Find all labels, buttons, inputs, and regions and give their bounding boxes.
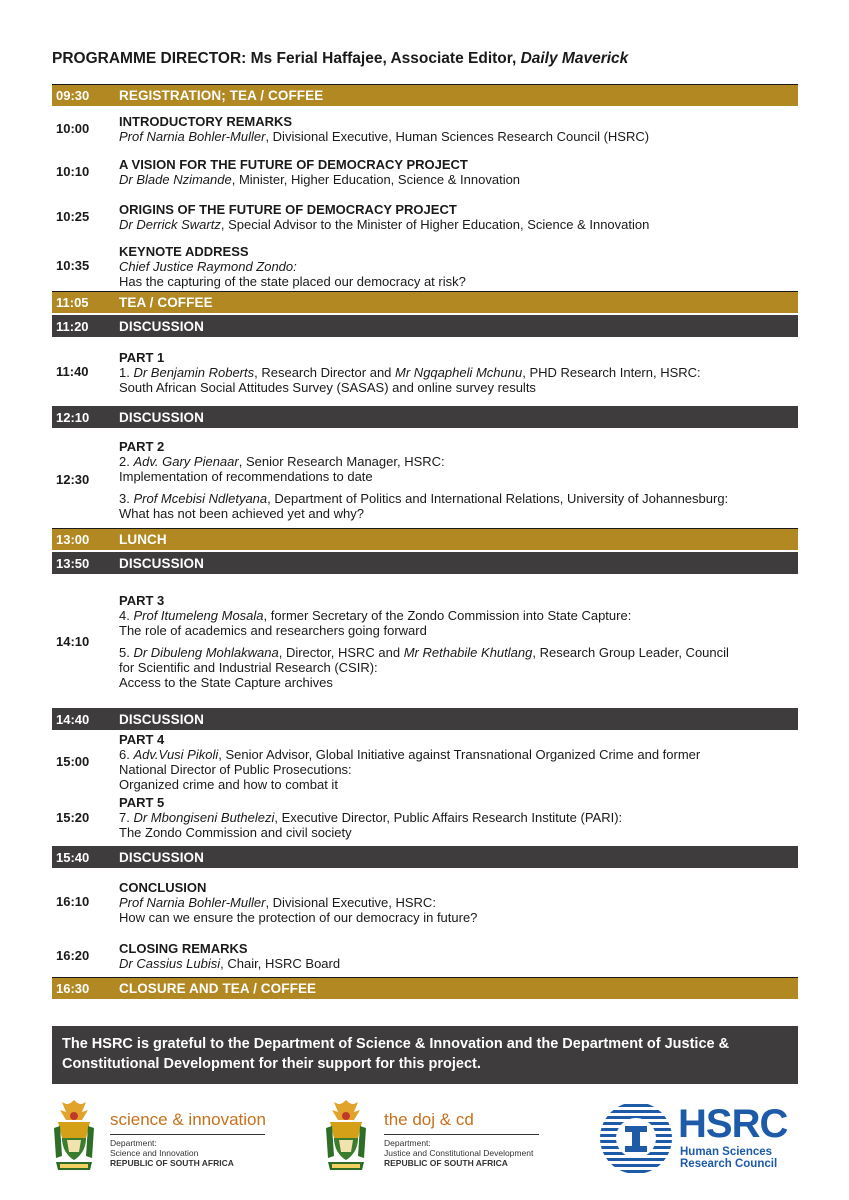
item-number: 7. (119, 810, 134, 825)
schedule-row-gold (52, 84, 798, 106)
speaker-name: Dr Cassius Lubisi (119, 955, 221, 971)
doj-name: the doj & cd (384, 1110, 474, 1129)
doj-sub3: REPUBLIC OF SOUTH AFRICA (384, 1158, 508, 1168)
schedule-row-item (52, 790, 798, 844)
speaker-name: Chief Justice Raymond Zondo: (119, 258, 297, 274)
hsrc-wordmark: HSRC (678, 1102, 788, 1146)
session-title: DISCUSSION (119, 849, 205, 865)
session-details (119, 794, 798, 840)
speaker-detail: , Executive Director, Public Affairs Research Institute (PARI): (274, 810, 623, 825)
session-line (119, 491, 798, 506)
schedule-row-item (52, 192, 798, 240)
speaker-detail: The role of academics and researchers going forward (119, 623, 427, 638)
session-heading: INTRODUCTORY REMARKS (119, 113, 293, 129)
sponsor-logos (52, 1098, 798, 1178)
line-gap (119, 638, 798, 645)
session-line (119, 623, 798, 638)
session-line (119, 217, 798, 232)
session-heading: PART 5 (119, 795, 165, 810)
speaker-name: Dr Blade Nzimande (119, 171, 232, 187)
session-line (119, 660, 798, 675)
speaker-detail: , Senior Research Manager, HSRC: (238, 453, 445, 469)
speaker-detail: , Divisional Executive, Human Sciences Research Council (HSRC) (265, 128, 650, 144)
speaker-detail: , former Secretary of the Zondo Commission into State Capture: (263, 608, 632, 623)
speaker-detail: South African Social Attitudes Survey (SASAS) and online survey results (119, 379, 536, 395)
speaker-detail: , Senior Advisor, Global Initiative against Transnational Organized Crime and former (218, 746, 701, 762)
director-name: Ms Ferial Haffajee, Associate Editor, (250, 50, 517, 67)
director-publication: Daily Maverick (520, 50, 629, 67)
speaker-detail: , Research Group Leader, Council (532, 645, 729, 660)
session-details (119, 438, 798, 521)
coat-of-arms-icon (324, 1098, 368, 1176)
session-time: 15:40 (56, 849, 90, 865)
schedule-row-item (52, 240, 798, 291)
schedule-row-gold (52, 528, 798, 550)
session-time: 16:30 (56, 981, 90, 996)
session-time: 12:10 (56, 409, 90, 425)
hsrc-subtitle (680, 1146, 777, 1170)
dsi-sub1: Department: (110, 1138, 157, 1148)
session-time: 11:05 (56, 295, 89, 310)
session-details (119, 940, 798, 971)
schedule-row-gold (52, 977, 798, 999)
doj-subtitle (384, 1138, 533, 1168)
session-heading: PART 3 (119, 593, 165, 608)
session-details (119, 201, 798, 232)
session-line (119, 675, 798, 690)
hsrc-sub1: Human Sciences (680, 1146, 773, 1158)
speaker-name: Prof Mcebisi Ndletyana (133, 490, 268, 506)
schedule-row-item (52, 430, 798, 528)
speaker-detail: , Special Advisor to the Minister of Higher Education, Science & Innovation (220, 216, 650, 232)
hsrc-logo (598, 1098, 798, 1178)
schedule-row-gold (52, 291, 798, 313)
session-line (119, 825, 798, 840)
session-time: 12:30 (56, 471, 90, 487)
session-time: 16:10 (56, 894, 90, 909)
dsi-sub3: REPUBLIC OF SOUTH AFRICA (110, 1158, 234, 1168)
schedule-row-item (52, 150, 798, 192)
session-line (119, 172, 798, 187)
item-number: 3. (119, 490, 134, 506)
schedule-row-dark (52, 406, 798, 428)
session-line (119, 129, 798, 144)
speaker-detail: , Department of Politics and International Relations, University of Johannesburg: (267, 490, 729, 506)
speaker-detail: The Zondo Commission and civil society (119, 825, 352, 840)
speaker-detail: Access to the State Capture archives (119, 675, 333, 690)
session-time: 10:25 (56, 208, 90, 224)
speaker-detail: , Minister, Higher Education, Science & Innovation (231, 171, 521, 187)
speaker-name: Mr Rethabile Khutlang (403, 645, 533, 660)
session-time: 10:10 (56, 163, 90, 179)
session-title: DISCUSSION (119, 409, 205, 425)
speaker-detail: National Director of Public Prosecutions: (119, 761, 352, 777)
speaker-name: Adv.Vusi Pikoli (133, 746, 219, 762)
session-heading: PART 4 (119, 731, 165, 747)
acknowledgement-text: The HSRC is grateful to the Department of Science & Innovation and the Department of Justice & Constitutional Development for their support for this project. (62, 1036, 730, 1072)
session-details (119, 731, 798, 792)
session-line (119, 454, 798, 469)
doj-logo (324, 1098, 554, 1178)
session-heading: CLOSING REMARKS (119, 940, 248, 956)
dsi-subtitle (110, 1138, 234, 1168)
speaker-name: Dr Mbongiseni Buthelezi (133, 810, 275, 825)
session-title: REGISTRATION; TEA / COFFEE (119, 88, 324, 103)
session-time: 15:00 (56, 753, 90, 769)
session-time: 15:20 (56, 809, 90, 825)
speaker-name: Prof Itumeleng Mosala (133, 608, 264, 623)
schedule-row-item (52, 732, 798, 790)
session-line (119, 469, 798, 484)
session-line (119, 910, 798, 925)
speaker-detail: , Research Director and (254, 364, 396, 380)
session-line (119, 506, 798, 521)
dsi-divider (110, 1134, 265, 1135)
dsi-sub2: Science and Innovation (110, 1148, 199, 1158)
doj-divider (384, 1134, 539, 1135)
session-time: 10:00 (56, 120, 90, 136)
session-line (119, 365, 798, 380)
session-title: DISCUSSION (119, 555, 205, 571)
acknowledgement-box (52, 1026, 798, 1084)
item-number: 4. (119, 608, 134, 623)
session-line (119, 645, 798, 660)
session-line (119, 608, 798, 623)
session-time: 10:35 (56, 258, 90, 273)
session-time: 14:10 (56, 633, 90, 649)
programme-schedule (52, 84, 798, 999)
item-number: 6. (119, 746, 134, 762)
schedule-row-item (52, 576, 798, 706)
speaker-detail: How can we ensure the protection of our democracy in future? (119, 909, 478, 925)
speaker-name: Dr Dibuleng Mohlakwana (133, 645, 279, 660)
schedule-row-item (52, 870, 798, 933)
session-line (119, 274, 798, 289)
schedule-row-item (52, 933, 798, 977)
session-heading: A VISION FOR THE FUTURE OF DEMOCRACY PROJECT (119, 156, 468, 172)
session-title: LUNCH (119, 532, 167, 547)
hsrc-globe-icon (598, 1100, 674, 1176)
session-time: 13:00 (56, 532, 90, 547)
line-gap (119, 484, 798, 491)
speaker-detail: Implementation of recommendations to date (119, 468, 373, 484)
session-line (119, 762, 798, 777)
session-title: TEA / COFFEE (119, 295, 213, 310)
session-details (119, 156, 798, 187)
coat-of-arms-icon (52, 1098, 96, 1176)
session-time: 16:20 (56, 947, 90, 963)
session-heading: KEYNOTE ADDRESS (119, 243, 249, 259)
session-details (119, 592, 798, 690)
schedule-row-dark (52, 708, 798, 730)
speaker-name: Adv. Gary Pienaar (133, 453, 239, 469)
director-label: PROGRAMME DIRECTOR: (52, 50, 247, 67)
speaker-detail: , Divisional Executive, HSRC: (265, 894, 436, 910)
speaker-detail: , Director, HSRC and (278, 645, 404, 660)
session-line (119, 747, 798, 762)
item-number: 1. (119, 364, 134, 380)
dsi-logo (52, 1098, 282, 1178)
session-time: 13:50 (56, 555, 90, 571)
schedule-row-dark (52, 552, 798, 574)
session-heading: PART 2 (119, 438, 165, 454)
session-line (119, 956, 798, 971)
session-title: CLOSURE AND TEA / COFFEE (119, 981, 317, 996)
session-line (119, 259, 798, 274)
session-time: 11:40 (56, 364, 89, 379)
session-time: 09:30 (56, 88, 90, 103)
speaker-name: Dr Benjamin Roberts (133, 364, 255, 380)
session-title: DISCUSSION (119, 318, 205, 334)
speaker-name: Mr Ngqapheli Mchunu (395, 364, 523, 380)
programme-director (52, 50, 812, 68)
speaker-detail: , Chair, HSRC Board (220, 955, 341, 971)
speaker-detail: for Scientific and Industrial Research (CSIR): (119, 660, 378, 675)
session-time: 11:20 (56, 318, 89, 334)
session-details (119, 349, 798, 395)
session-title: DISCUSSION (119, 711, 205, 727)
schedule-row-dark (52, 846, 798, 868)
item-number: 5. (119, 645, 134, 660)
schedule-row-item (52, 339, 798, 404)
speaker-name: Prof Narnia Bohler-Muller (119, 128, 266, 144)
item-number: 2. (119, 453, 134, 469)
speaker-name: Prof Narnia Bohler-Muller (119, 894, 266, 910)
session-details (119, 879, 798, 925)
session-line (119, 895, 798, 910)
session-line (119, 777, 798, 792)
schedule-row-item (52, 106, 798, 150)
session-line (119, 380, 798, 395)
session-heading: PART 1 (119, 349, 165, 365)
session-heading: ORIGINS OF THE FUTURE OF DEMOCRACY PROJECT (119, 201, 457, 217)
speaker-name: Dr Derrick Swartz (119, 216, 221, 232)
dsi-name: science & innovation (110, 1110, 266, 1129)
session-line (119, 810, 798, 825)
speaker-detail: Organized crime and how to combat it (119, 776, 338, 792)
doj-sub1: Department: (384, 1138, 431, 1148)
session-time: 14:40 (56, 711, 90, 727)
doj-sub2: Justice and Constitutional Development (384, 1148, 534, 1158)
speaker-detail: What has not been achieved yet and why? (119, 505, 364, 521)
speaker-detail: , PHD Research Intern, HSRC: (522, 364, 701, 380)
hsrc-sub2: Research Council (680, 1158, 778, 1170)
session-details (119, 243, 798, 289)
session-heading: CONCLUSION (119, 879, 207, 895)
speaker-detail: Has the capturing of the state placed our democracy at risk? (119, 273, 466, 289)
session-details (119, 113, 798, 144)
schedule-row-dark (52, 315, 798, 337)
